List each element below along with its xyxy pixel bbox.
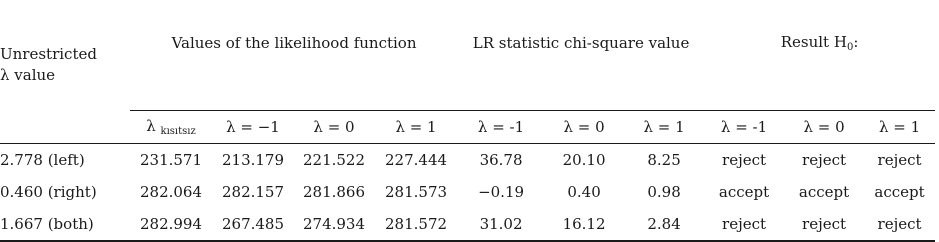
- group-header-lr-statistic: LR statistic chi-square value: [458, 0, 704, 111]
- result-header-sub: 0: [846, 42, 854, 53]
- column-header-lik-lambda-0: λ = 0: [294, 111, 374, 144]
- row-header-line2: λ value: [0, 66, 56, 85]
- cell-lik-lambda-0: 221.522: [302, 151, 366, 169]
- cell-lik-lambda-minus1: 267.485: [212, 208, 294, 241]
- header-row-groups: [0, 0, 935, 111]
- cell-result-lambda-minus1: accept: [718, 183, 770, 201]
- column-header-result-lambda-0: λ = 0: [784, 111, 864, 144]
- column-header-lr-lambda-0: λ = 0: [544, 111, 624, 144]
- cell-result-lambda-0: reject: [784, 208, 864, 241]
- row-label: 0.460 (right): [0, 183, 97, 201]
- cell-lr-lambda-1: 2.84: [624, 208, 704, 241]
- cell-result-lambda-minus1: reject: [704, 208, 784, 241]
- row-label: 2.778 (left): [0, 151, 85, 169]
- cell-lr-lambda-1: 0.98: [647, 183, 681, 201]
- cell-lik-lambda-minus1: 213.179: [221, 151, 285, 169]
- cell-lr-lambda-1: 8.25: [647, 151, 681, 169]
- column-header-lambda-unrestricted: [130, 111, 212, 144]
- column-header-lik-lambda-minus1: λ = −1: [212, 111, 294, 144]
- cell-lik-lambda-minus1: 282.157: [221, 183, 285, 201]
- cell-lik-lambda-1: 281.573: [385, 183, 448, 201]
- cell-lik-lambda-1: 281.572: [374, 208, 458, 241]
- cell-lr-lambda-minus1: 36.78: [479, 151, 523, 169]
- group-header-result: [704, 0, 935, 111]
- column-header-result-lambda-minus1: λ = -1: [704, 111, 784, 144]
- column-header-result-lambda-1: λ = 1: [864, 111, 935, 144]
- cell-result-lambda-1: reject: [864, 208, 935, 241]
- cell-lik-unrestricted: 282.064: [139, 183, 203, 201]
- row-header-line1: Unrestricted: [0, 45, 97, 64]
- lambda-unrestricted-sub: kısıtsız: [160, 126, 196, 137]
- column-header-blank: [0, 111, 130, 144]
- table-row: [0, 176, 935, 208]
- cell-result-lambda-minus1: reject: [722, 151, 767, 169]
- cell-lik-lambda-0: 274.934: [294, 208, 374, 241]
- cell-lr-lambda-0: 0.40: [567, 183, 601, 201]
- cell-lr-lambda-minus1: −0.19: [478, 183, 525, 201]
- cell-lr-lambda-minus1: 31.02: [458, 208, 544, 241]
- cell-lik-unrestricted: 282.994: [130, 208, 212, 241]
- row-label: 1.667 (both): [0, 208, 130, 241]
- cell-result-lambda-1: reject: [877, 151, 922, 169]
- column-header-lik-lambda-1: λ = 1: [374, 111, 458, 144]
- header-row-columns: [0, 111, 935, 144]
- table-row: [0, 208, 935, 241]
- cell-lik-unrestricted: 231.571: [139, 151, 203, 169]
- cell-lr-lambda-0: 20.10: [562, 151, 606, 169]
- table-row: [0, 144, 935, 177]
- cell-result-lambda-0: accept: [798, 183, 850, 201]
- cell-lik-lambda-1: 227.444: [385, 151, 448, 169]
- cell-lr-lambda-0: 16.12: [544, 208, 624, 241]
- group-header-likelihood: Values of the likelihood function: [130, 0, 458, 111]
- column-header-lr-lambda-minus1: λ = -1: [458, 111, 544, 144]
- result-header-suffix: :: [853, 33, 859, 51]
- cell-lik-lambda-0: 281.866: [302, 183, 366, 201]
- result-header-prefix: Result H: [780, 33, 847, 51]
- cell-result-lambda-0: reject: [802, 151, 847, 169]
- cell-result-lambda-1: accept: [874, 183, 925, 201]
- column-header-lr-lambda-1: λ = 1: [624, 111, 704, 144]
- lambda-unrestricted-symbol: λ: [146, 117, 156, 135]
- row-header-label: [0, 0, 130, 111]
